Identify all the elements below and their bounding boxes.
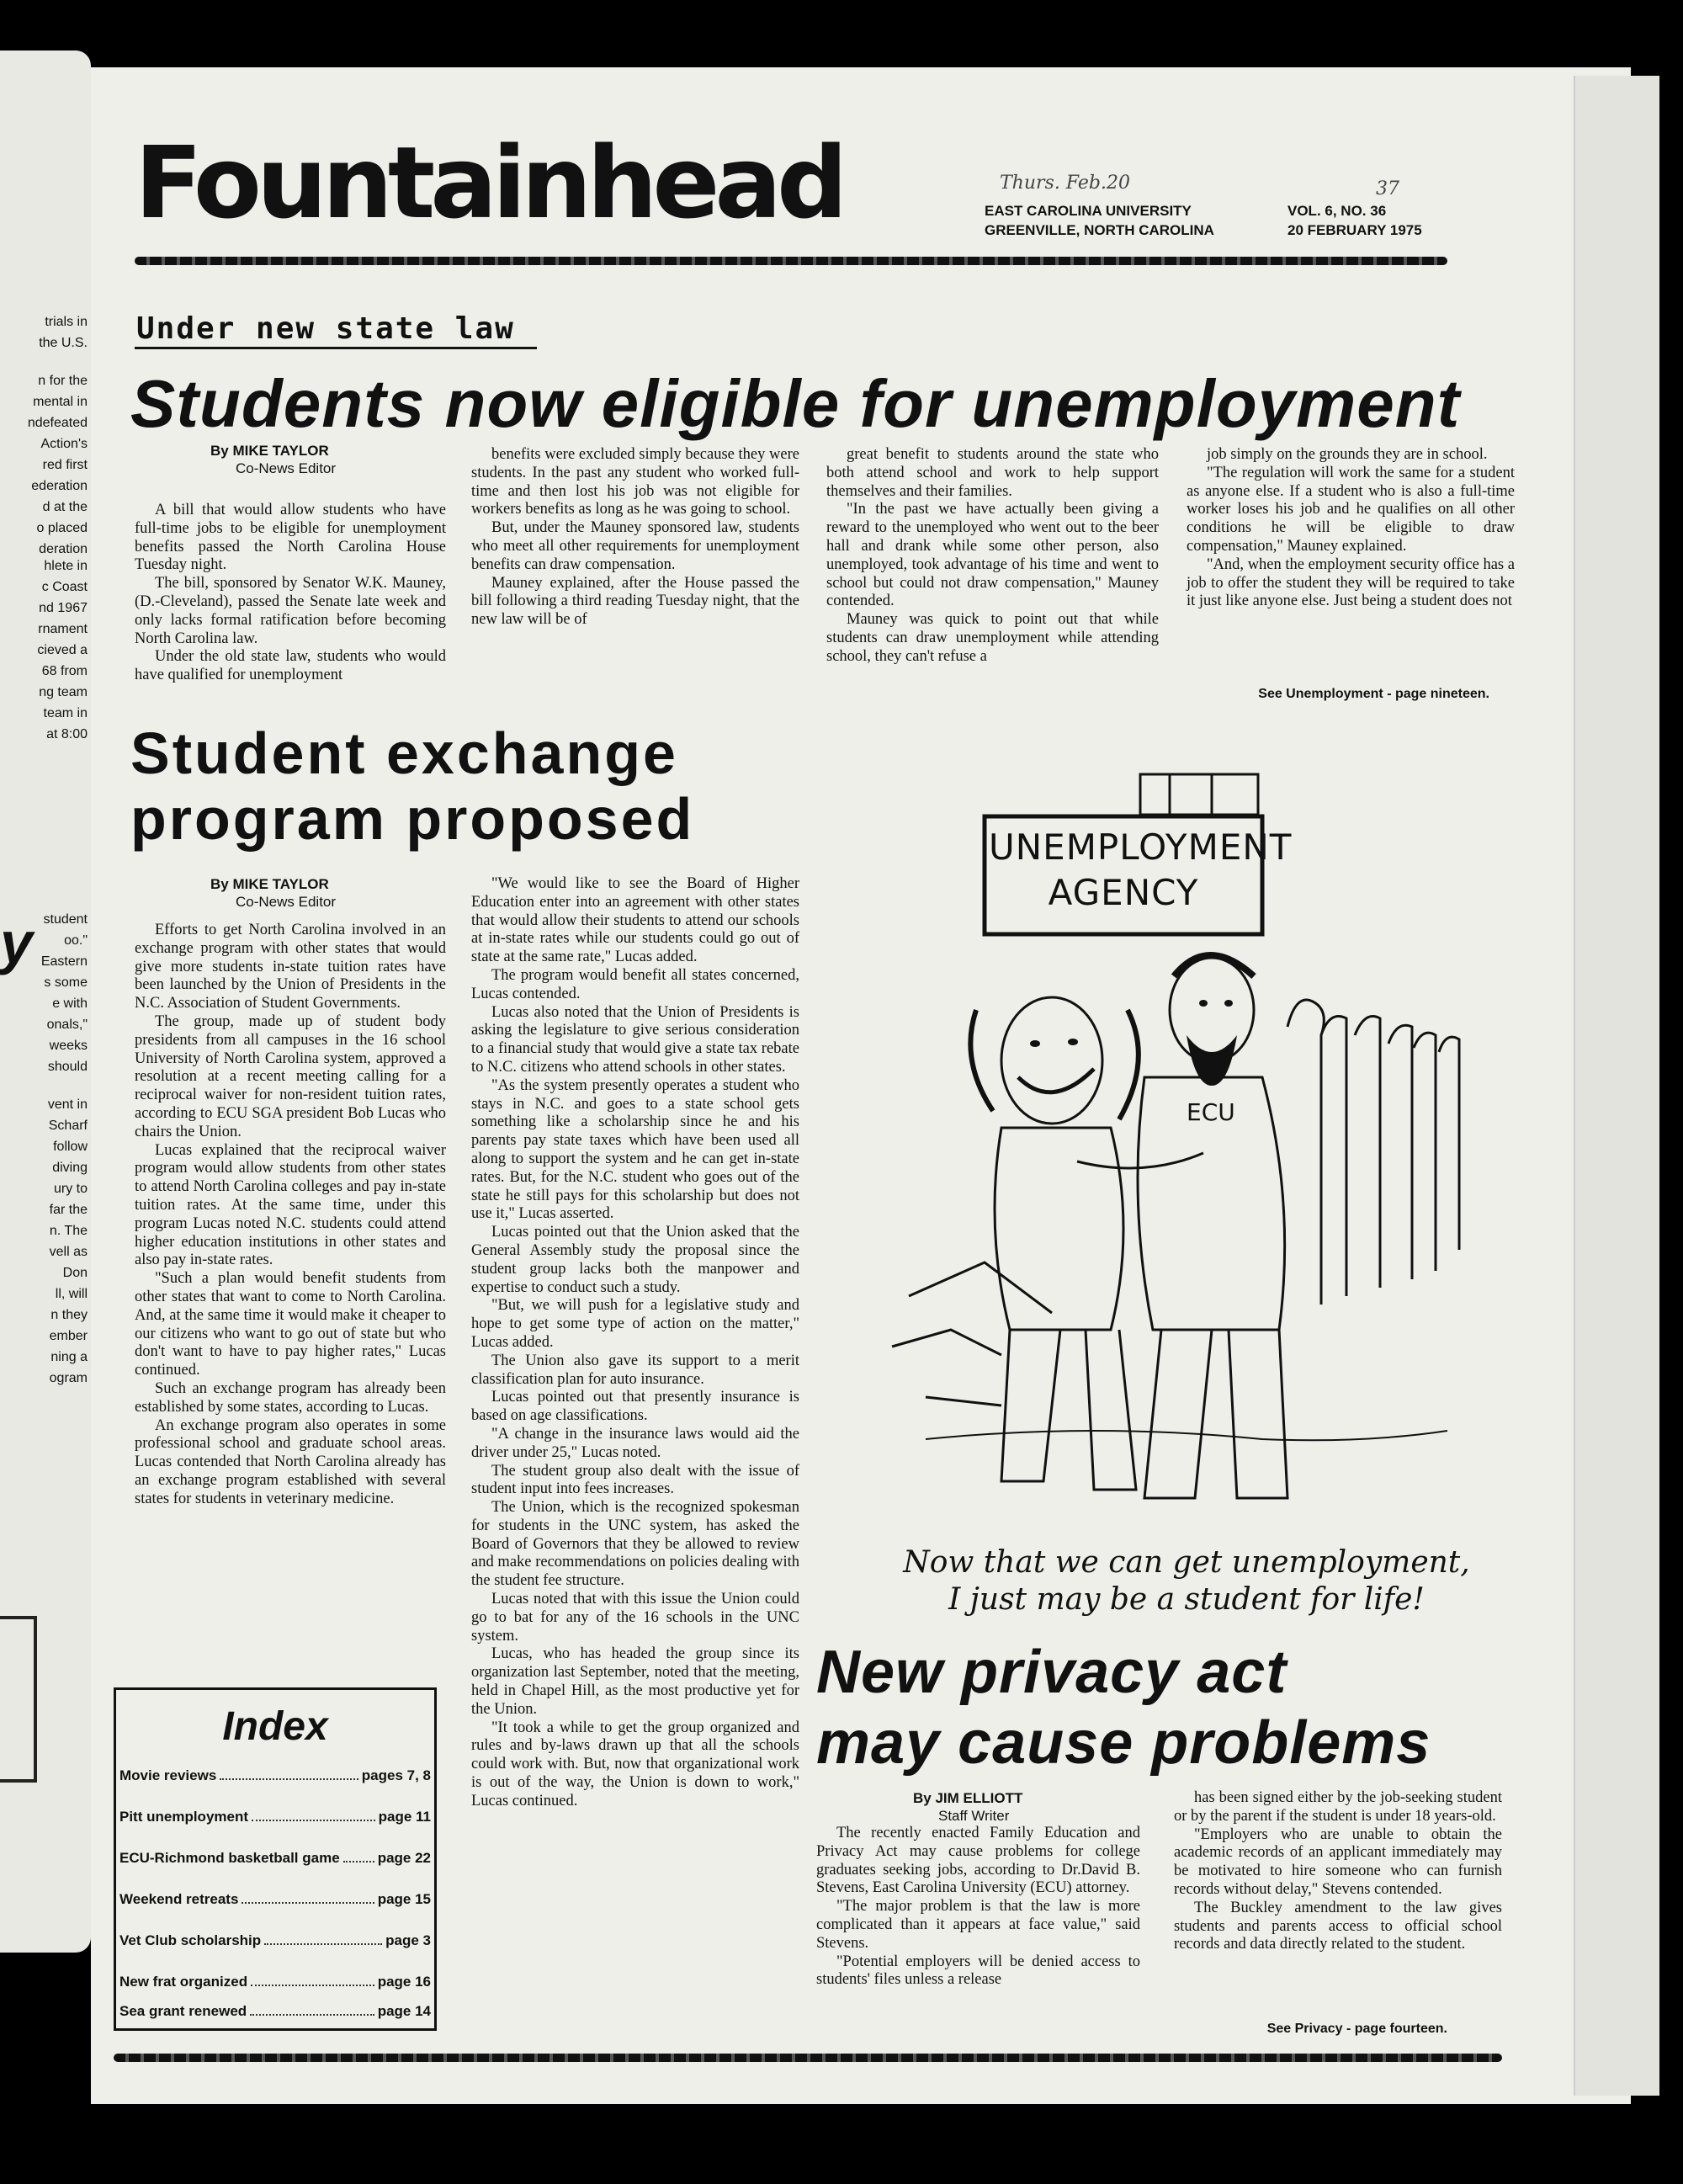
university-location: GREENVILLE, NORTH CAROLINA xyxy=(985,222,1214,238)
paragraph: "And, when the employment security office has a job to offer the student they will be required to take it just like anyone else. Just being a student does not xyxy=(1187,555,1515,610)
left-page-text-fragment: hlete in xyxy=(44,559,88,573)
paragraph: "Such a plan would benefit students from other states that want to come to North Carolina. And, at the same time it would make it cheaper to our citizens who want to go out of state but who don't want to have to pay higher rates," Lucas continued. xyxy=(135,1270,446,1379)
left-page-text-fragment: nd 1967 xyxy=(39,601,88,615)
paragraph: Lucas explained that the reciprocal waiver program would allow students from other states to attend North Carolina colleges and pay in-state tuition rates. At the same time, under this program Lucas noted N.C. students could attend higher education institutions in other states and also pay in-state rates. xyxy=(135,1141,446,1269)
left-page-text-fragment: onals," xyxy=(46,1018,88,1032)
left-page-text-fragment: at 8:00 xyxy=(46,727,88,741)
index-item: New frat organized page 16 xyxy=(119,1974,431,1990)
paragraph: great benefit to students around the state who both attend school and work to help support themselves and their families. xyxy=(826,446,1159,500)
left-page-text-fragment: Scharf xyxy=(48,1119,88,1133)
paragraph: "In the past we have actually been giving a reward to the unemployed who went out to the beer hall and drank while some other person, also unemployed, took advantage of his time and went to school but could not draw compensation," Mauney contended. xyxy=(826,501,1159,610)
cartoon-shirt-text: ECU xyxy=(1187,1098,1235,1126)
index-item: Weekend retreats page 15 xyxy=(119,1891,431,1907)
paragraph: The Buckley amendment to the law gives students and parents access to official school records and data directly related to the student. xyxy=(1174,1899,1502,1953)
paragraph: Lucas, who has headed the group since its organization last September, noted that the meeting, held in Chapel Hill, as the most productive yet for the Union. xyxy=(471,1645,799,1718)
left-page-box xyxy=(0,1616,37,1783)
handwritten-date: Thurs. Feb.20 xyxy=(1000,173,1130,194)
left-page-text-fragment: diving xyxy=(52,1161,88,1175)
article3-byline xyxy=(913,1789,1022,1825)
article2-headline xyxy=(130,720,694,852)
article3-headline: New privacy act may cause problems xyxy=(816,1639,1431,1777)
paragraph: Mauney explained, after the House passed the bill following a third reading Tuesday night, that the new law will be of xyxy=(471,574,799,629)
paragraph: Such an exchange program has already been established by some states, according to Lucas. xyxy=(135,1379,446,1416)
article2-headline-line1: Student exchange xyxy=(130,720,678,786)
article1-col3 xyxy=(826,446,1159,667)
left-page-text-fragment: e with xyxy=(52,996,88,1011)
page-stack-edge xyxy=(1574,76,1659,2096)
paragraph: Efforts to get North Carolina involved in an exchange program with other states that would give more students in-state tuition rates have been launched by the Union of Presidents in the N.C. Association of Student Governments. xyxy=(135,922,446,1012)
left-page-text-fragment: ogram xyxy=(49,1371,88,1385)
left-page-text-fragment: cieved a xyxy=(37,643,88,657)
left-page-text-fragment: the U.S. xyxy=(39,336,88,350)
left-page-text-fragment: mental in xyxy=(33,395,88,409)
paragraph: But, under the Mauney sponsored law, students who meet all other requirements for unemployment benefits can draw compensation. xyxy=(471,519,799,573)
paragraph: "The regulation will work the same for a student as anyone else. If a student who is also a full-time worker loses his job and he qualifies on all other conditions he will be eligible to draw compensation," Mauney explained. xyxy=(1187,464,1515,555)
paragraph: The student group also dealt with the issue of student input into fees increases. xyxy=(471,1462,799,1498)
paragraph: The bill, sponsored by Senator W.K. Mauney, (D.-Cleveland), passed the Senate late week and only lacks formal ratification before becoming North Carolina law. xyxy=(135,575,446,647)
masthead-title: Fountainhead xyxy=(135,125,843,241)
left-page-text-fragment: n they xyxy=(50,1308,88,1322)
index-item: Pitt unemployment page 11 xyxy=(119,1809,431,1825)
article1-kicker: Under new state law xyxy=(136,311,515,346)
article1-col1 xyxy=(135,502,446,685)
article2-byline xyxy=(210,875,336,911)
paragraph: The Union also gave its support to a merit classification plan for auto insurance. xyxy=(471,1352,799,1388)
article3-col2 xyxy=(1174,1789,1502,1954)
left-page-text-fragment: ng team xyxy=(39,685,88,699)
paragraph: The Union, which is the recognized spokesman for students in the UNC system, has asked the Board of Governors that they be allowed to review and make recommendations on policies dealing with the student fee structure. xyxy=(471,1499,799,1590)
paragraph: A bill that would allow students who have full-time jobs to be eligible for unemployment benefits passed the North Carolina House Tuesday night. xyxy=(135,502,446,574)
cartoon-caption: Now that we can get unemployment, I just may be a student for life! xyxy=(903,1545,1470,1617)
index-item: Movie reviews pages 7, 8 xyxy=(119,1767,431,1783)
paragraph: The group, made up of student body presidents from all campuses in the 16 school University of North Carolina system, approved a resolution at a recent meeting calling for a reciprocal waiver for non-resident tuition rates, according to ECU SGA president Bob Lucas who chairs the Union. xyxy=(135,1012,446,1140)
paragraph: Lucas pointed out that the Union asked that the General Assembly study the proposal since the student group lacks both the manpower and expertise to conduct such a study. xyxy=(471,1224,799,1296)
left-page-text-fragment: far the xyxy=(49,1203,88,1217)
paragraph: has been signed either by the job-seeking student or by the parent if the student is under 18 years-old. xyxy=(1174,1789,1502,1825)
left-page-text-fragment: o placed xyxy=(36,521,88,535)
left-page-text-fragment: Eastern xyxy=(40,954,88,969)
left-page-text-fragment: rnament xyxy=(38,622,88,636)
byline-title: Staff Writer xyxy=(938,1808,1010,1824)
paragraph: "It took a while to get the group organized and rules and by-laws drawn up that all the schools could work with. But, now that organizational work is out of the way, the Union is down to work," Lucas continued. xyxy=(471,1719,799,1809)
paragraph: "The major problem is that the law is more complicated than it appears at face value," said Stevens. xyxy=(816,1898,1140,1952)
paragraph: "We would like to see the Board of Higher Education enter into an agreement with other states that would allow their students to attend our schools at in-state rates while our students could go out of state at the same rate," Lucas added. xyxy=(471,875,799,966)
paragraph: Lucas also noted that the Union of Presidents is asking the legislature to give serious consideration to a financial study that would give a state tax rebate to N.C. citizens who attend schools in other states. xyxy=(471,1003,799,1076)
paragraph: The recently enacted Family Education and Privacy Act may cause problems for college graduates seeking jobs, according to Dr.David B. Stevens, East Carolina University (ECU) attorney. xyxy=(816,1825,1140,1897)
left-page-text-fragment: red first xyxy=(42,458,88,472)
index-item: ECU-Richmond basketball game page 22 xyxy=(119,1850,431,1866)
byline-name: By MIKE TAYLOR xyxy=(210,443,329,459)
article2-headline-line2: program proposed xyxy=(130,786,695,852)
article1-col4 xyxy=(1187,446,1515,611)
paragraph: Lucas noted that with this issue the Union could go to bat for any of the 16 schools in the UNC system. xyxy=(471,1591,799,1645)
left-page-text-fragment: weeks xyxy=(49,1039,88,1053)
volume-number: VOL. 6, NO. 36 xyxy=(1287,203,1387,219)
left-page-text-fragment: ember xyxy=(49,1329,88,1343)
left-page-edge xyxy=(0,50,91,1953)
byline-name: By JIM ELLIOTT xyxy=(913,1790,1023,1806)
editorial-cartoon xyxy=(875,757,1498,1565)
university-name: EAST CAROLINA UNIVERSITY xyxy=(985,203,1192,219)
left-page-letter: y xyxy=(0,910,33,975)
left-page-text-fragment: Don xyxy=(62,1266,88,1280)
left-page-text-fragment: ndefeated xyxy=(27,416,88,430)
paragraph: An exchange program also operates in some professional school and graduate school areas. Lucas contended that North Carolina already has an exchange program established with several states for students in veterinary medicine. xyxy=(135,1416,446,1507)
left-page-text-fragment: deration xyxy=(39,542,88,556)
paragraph: job simply on the grounds they are in school. xyxy=(1207,446,1488,463)
left-page-text-fragment: vent in xyxy=(47,1097,88,1112)
left-page-text-fragment: 68 from xyxy=(41,664,88,678)
footer-rule xyxy=(114,2054,1502,2062)
left-page-text-fragment: ederation xyxy=(31,479,88,493)
article2-col2 xyxy=(471,875,799,1811)
paragraph: "A change in the insurance laws would aid the driver under 25," Lucas noted. xyxy=(471,1425,799,1461)
left-page-text-fragment: n for the xyxy=(38,374,88,388)
index-title: Index xyxy=(222,1704,328,1749)
left-page-text-fragment: team in xyxy=(43,706,88,720)
left-page-text-fragment: n. The xyxy=(49,1224,88,1238)
left-page-text-fragment: ll, will xyxy=(55,1287,88,1301)
article3-continued: See Privacy - page fourteen. xyxy=(1266,2022,1447,2036)
byline-title: Co-News Editor xyxy=(236,460,337,476)
left-page-text-fragment: c Coast xyxy=(41,580,88,594)
left-page-text-fragment: vell as xyxy=(49,1245,88,1259)
article1-headline: Students now eligible for unemployment xyxy=(130,366,1461,441)
left-page-text-fragment: oo." xyxy=(64,933,88,948)
paragraph: "But, we will push for a legislative study and hope to get some type of action on the matter," Lucas added. xyxy=(471,1297,799,1351)
issue-date: 20 FEBRUARY 1975 xyxy=(1287,222,1422,238)
left-page-text-fragment: ury to xyxy=(53,1182,88,1196)
masthead-rule xyxy=(135,257,1447,265)
index-item: Sea grant renewed page 14 xyxy=(119,2003,431,2019)
left-page-text-fragment: trials in xyxy=(45,315,88,329)
article3-col1 xyxy=(816,1825,1140,1990)
paragraph: "Employers who are unable to obtain the academic records of an applicant immediately may be motivated to hire someone who can furnish records without delay," Stevens contended. xyxy=(1174,1825,1502,1898)
paragraph: Lucas pointed out that presently insurance is based on age classifications. xyxy=(471,1389,799,1425)
byline-title: Co-News Editor xyxy=(236,894,337,910)
paragraph: The program would benefit all states concerned, Lucas contended. xyxy=(471,966,799,1002)
handwritten-number: 37 xyxy=(1376,178,1399,199)
kicker-underline xyxy=(135,347,537,349)
paragraph: "As the system presently operates a student who stays in N.C. and goes to a state school gets something like a scholarship since he and his parents pay state taxes which have been used all along to support the system and he can get in-state rates. But, for the N.C. student who goes out of the state he still pays for this scholarship but does not use it," Lucas asserted. xyxy=(471,1076,799,1223)
paragraph: Under the old state law, students who would have qualified for unemployment xyxy=(135,648,446,684)
article2-col1 xyxy=(135,922,446,1509)
left-page-text-fragment: follow xyxy=(53,1140,88,1154)
paragraph: Mauney was quick to point out that while students can draw unemployment while attending school, they can't refuse a xyxy=(826,611,1159,665)
cartoon-sign: UNEMPLOYMENT AGENCY xyxy=(989,826,1293,913)
article1-col2 xyxy=(471,446,799,630)
paragraph: benefits were excluded simply because they were students. In the past any student who worked full-time and then lost his job was not eligible for workers benefits as long as he was going to school. xyxy=(471,446,799,518)
left-page-text-fragment: ning a xyxy=(50,1350,88,1364)
left-page-text-fragment: d at the xyxy=(42,500,88,514)
byline-name: By MIKE TAYLOR xyxy=(210,876,329,892)
left-page-text-fragment: s some xyxy=(44,975,88,990)
left-page-text-fragment: student xyxy=(43,912,88,927)
index-box xyxy=(114,1687,437,2031)
index-item: Vet Club scholarship page 3 xyxy=(119,1932,431,1948)
left-page-text-fragment: should xyxy=(47,1060,88,1074)
article1-byline xyxy=(210,442,336,477)
article1-continued: See Unemployment - page nineteen. xyxy=(1258,687,1489,701)
paragraph: "Potential employers will be denied access to students' files unless a release xyxy=(816,1953,1140,1989)
left-page-text-fragment: Action's xyxy=(40,437,88,451)
